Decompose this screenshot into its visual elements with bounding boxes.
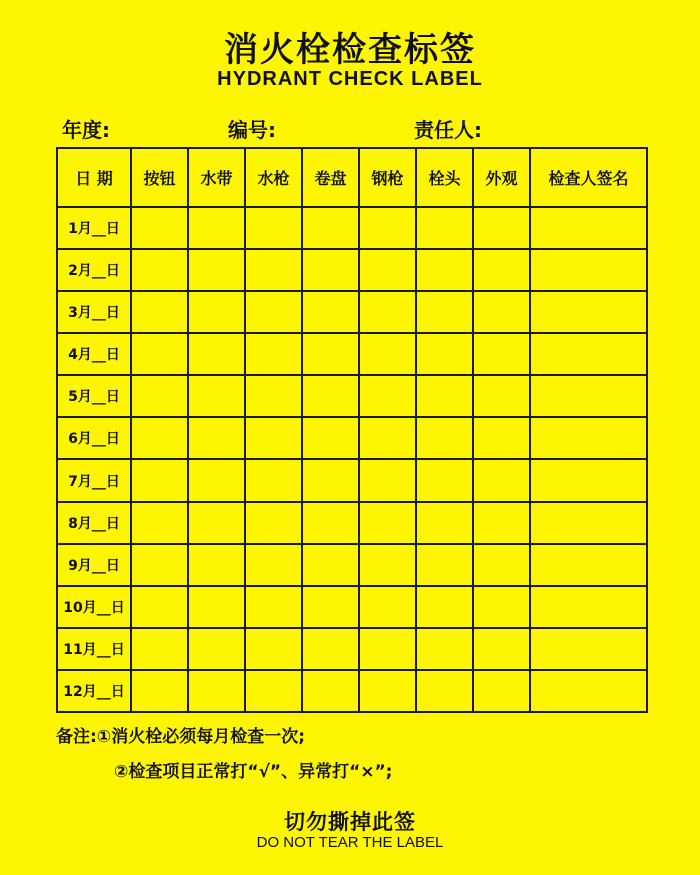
row-date-cell: 9月__日 xyxy=(57,544,131,586)
check-cell[interactable] xyxy=(473,375,530,417)
check-cell[interactable] xyxy=(188,375,245,417)
check-cell[interactable] xyxy=(302,249,359,291)
check-cell[interactable] xyxy=(188,291,245,333)
check-cell[interactable] xyxy=(359,249,416,291)
check-cell[interactable] xyxy=(530,586,647,628)
header-button: 按钮 xyxy=(131,148,188,207)
check-cell[interactable] xyxy=(131,417,188,459)
check-cell[interactable] xyxy=(302,291,359,333)
check-cell[interactable] xyxy=(245,375,302,417)
label-title-english: HYDRANT CHECK LABEL xyxy=(217,68,483,90)
check-cell[interactable] xyxy=(416,333,473,375)
check-cell[interactable] xyxy=(131,502,188,544)
check-cell[interactable] xyxy=(416,291,473,333)
check-cell[interactable] xyxy=(302,544,359,586)
check-cell[interactable] xyxy=(131,249,188,291)
row-date-cell: 4月__日 xyxy=(57,333,131,375)
check-cell[interactable] xyxy=(188,628,245,670)
header-hydrant-head: 栓头 xyxy=(416,148,473,207)
remark-line-2: ②检查项目正常打“√”、异常打“×”; xyxy=(114,762,393,782)
check-cell[interactable] xyxy=(131,670,188,712)
row-date-cell: 5月__日 xyxy=(57,375,131,417)
table-row xyxy=(57,249,647,291)
header-nozzle: 水枪 xyxy=(245,148,302,207)
check-cell[interactable] xyxy=(530,502,647,544)
check-cell[interactable] xyxy=(359,375,416,417)
check-cell[interactable] xyxy=(188,544,245,586)
check-cell[interactable] xyxy=(530,544,647,586)
check-cell[interactable] xyxy=(131,544,188,586)
check-cell[interactable] xyxy=(359,333,416,375)
check-cell[interactable] xyxy=(131,459,188,501)
remark-line-1: 备注:①消火栓必须每月检查一次; xyxy=(56,727,305,747)
check-cell[interactable] xyxy=(416,586,473,628)
responsible-person-label: 责任人: xyxy=(414,118,482,142)
check-cell[interactable] xyxy=(245,586,302,628)
table-row xyxy=(57,333,647,375)
check-cell[interactable] xyxy=(530,670,647,712)
check-cell[interactable] xyxy=(416,375,473,417)
check-cell[interactable] xyxy=(245,249,302,291)
check-cell[interactable] xyxy=(302,207,359,249)
check-cell[interactable] xyxy=(359,417,416,459)
check-cell[interactable] xyxy=(131,333,188,375)
check-cell[interactable] xyxy=(473,502,530,544)
check-cell[interactable] xyxy=(416,417,473,459)
check-cell[interactable] xyxy=(359,628,416,670)
header-date: 日 期 xyxy=(57,148,131,207)
check-cell[interactable] xyxy=(188,249,245,291)
check-cell[interactable] xyxy=(530,249,647,291)
check-cell[interactable] xyxy=(188,586,245,628)
check-cell[interactable] xyxy=(473,586,530,628)
check-cell[interactable] xyxy=(473,249,530,291)
check-cell[interactable] xyxy=(302,417,359,459)
check-cell[interactable] xyxy=(302,670,359,712)
check-cell[interactable] xyxy=(245,502,302,544)
check-cell[interactable] xyxy=(131,628,188,670)
check-cell[interactable] xyxy=(530,459,647,501)
row-date-cell: 1月__日 xyxy=(57,207,131,249)
check-record-table xyxy=(56,147,648,713)
check-cell[interactable] xyxy=(359,586,416,628)
number-field-label: 编号: xyxy=(228,118,276,142)
table-row xyxy=(57,375,647,417)
check-cell[interactable] xyxy=(302,459,359,501)
check-cell[interactable] xyxy=(245,207,302,249)
check-cell[interactable] xyxy=(359,207,416,249)
check-cell[interactable] xyxy=(131,375,188,417)
check-cell[interactable] xyxy=(473,291,530,333)
check-cell[interactable] xyxy=(473,459,530,501)
check-cell[interactable] xyxy=(188,502,245,544)
row-date-cell: 3月__日 xyxy=(57,291,131,333)
check-cell[interactable] xyxy=(359,670,416,712)
check-cell[interactable] xyxy=(245,670,302,712)
header-reel: 卷盘 xyxy=(302,148,359,207)
check-cell[interactable] xyxy=(359,291,416,333)
check-cell[interactable] xyxy=(302,628,359,670)
check-cell[interactable] xyxy=(302,333,359,375)
check-cell[interactable] xyxy=(131,207,188,249)
check-cell[interactable] xyxy=(188,670,245,712)
check-cell[interactable] xyxy=(416,502,473,544)
check-cell[interactable] xyxy=(473,628,530,670)
check-cell[interactable] xyxy=(530,375,647,417)
check-cell[interactable] xyxy=(245,333,302,375)
table-row xyxy=(57,628,647,670)
check-cell[interactable] xyxy=(359,459,416,501)
check-cell[interactable] xyxy=(416,628,473,670)
table-row xyxy=(57,291,647,333)
check-cell[interactable] xyxy=(416,459,473,501)
row-date-cell: 11月__日 xyxy=(57,628,131,670)
header-steel-gun: 钢枪 xyxy=(359,148,416,207)
table-row xyxy=(57,670,647,712)
check-cell[interactable] xyxy=(188,207,245,249)
table-row xyxy=(57,502,647,544)
check-cell[interactable] xyxy=(530,417,647,459)
table-row xyxy=(57,207,647,249)
year-field-label: 年度: xyxy=(62,118,110,142)
row-date-cell: 10月__日 xyxy=(57,586,131,628)
check-cell[interactable] xyxy=(188,333,245,375)
warning-chinese: 切勿撕掉此签 xyxy=(284,810,416,834)
check-cell[interactable] xyxy=(530,207,647,249)
row-date-cell: 2月__日 xyxy=(57,249,131,291)
check-cell[interactable] xyxy=(416,670,473,712)
row-date-cell: 7月__日 xyxy=(57,459,131,501)
check-cell[interactable] xyxy=(359,502,416,544)
check-cell[interactable] xyxy=(416,544,473,586)
check-cell[interactable] xyxy=(473,333,530,375)
warning-english: DO NOT TEAR THE LABEL xyxy=(256,834,444,851)
check-cell[interactable] xyxy=(188,459,245,501)
check-cell[interactable] xyxy=(530,291,647,333)
table-header-row xyxy=(57,148,647,207)
check-cell[interactable] xyxy=(131,291,188,333)
check-cell[interactable] xyxy=(473,544,530,586)
check-cell[interactable] xyxy=(530,333,647,375)
check-cell[interactable] xyxy=(245,417,302,459)
check-cell[interactable] xyxy=(245,628,302,670)
check-cell[interactable] xyxy=(416,207,473,249)
check-cell[interactable] xyxy=(131,586,188,628)
check-cell[interactable] xyxy=(302,586,359,628)
table-row xyxy=(57,586,647,628)
row-date-cell: 12月__日 xyxy=(57,670,131,712)
check-cell[interactable] xyxy=(473,417,530,459)
row-date-cell: 6月__日 xyxy=(57,417,131,459)
check-cell[interactable] xyxy=(302,375,359,417)
check-cell[interactable] xyxy=(473,670,530,712)
table-row xyxy=(57,544,647,586)
table-row xyxy=(57,417,647,459)
label-title-chinese: 消火栓检查标签 xyxy=(224,30,476,70)
header-hose: 水带 xyxy=(188,148,245,207)
check-cell[interactable] xyxy=(530,628,647,670)
check-cell[interactable] xyxy=(245,291,302,333)
check-cell[interactable] xyxy=(473,207,530,249)
header-inspector-signature: 检查人签名 xyxy=(530,148,647,207)
check-cell[interactable] xyxy=(245,544,302,586)
row-date-cell: 8月__日 xyxy=(57,502,131,544)
check-cell[interactable] xyxy=(359,544,416,586)
table-row xyxy=(57,459,647,501)
check-cell[interactable] xyxy=(416,249,473,291)
check-cell[interactable] xyxy=(188,417,245,459)
check-cell[interactable] xyxy=(302,502,359,544)
check-cell[interactable] xyxy=(245,459,302,501)
header-appearance: 外观 xyxy=(473,148,530,207)
